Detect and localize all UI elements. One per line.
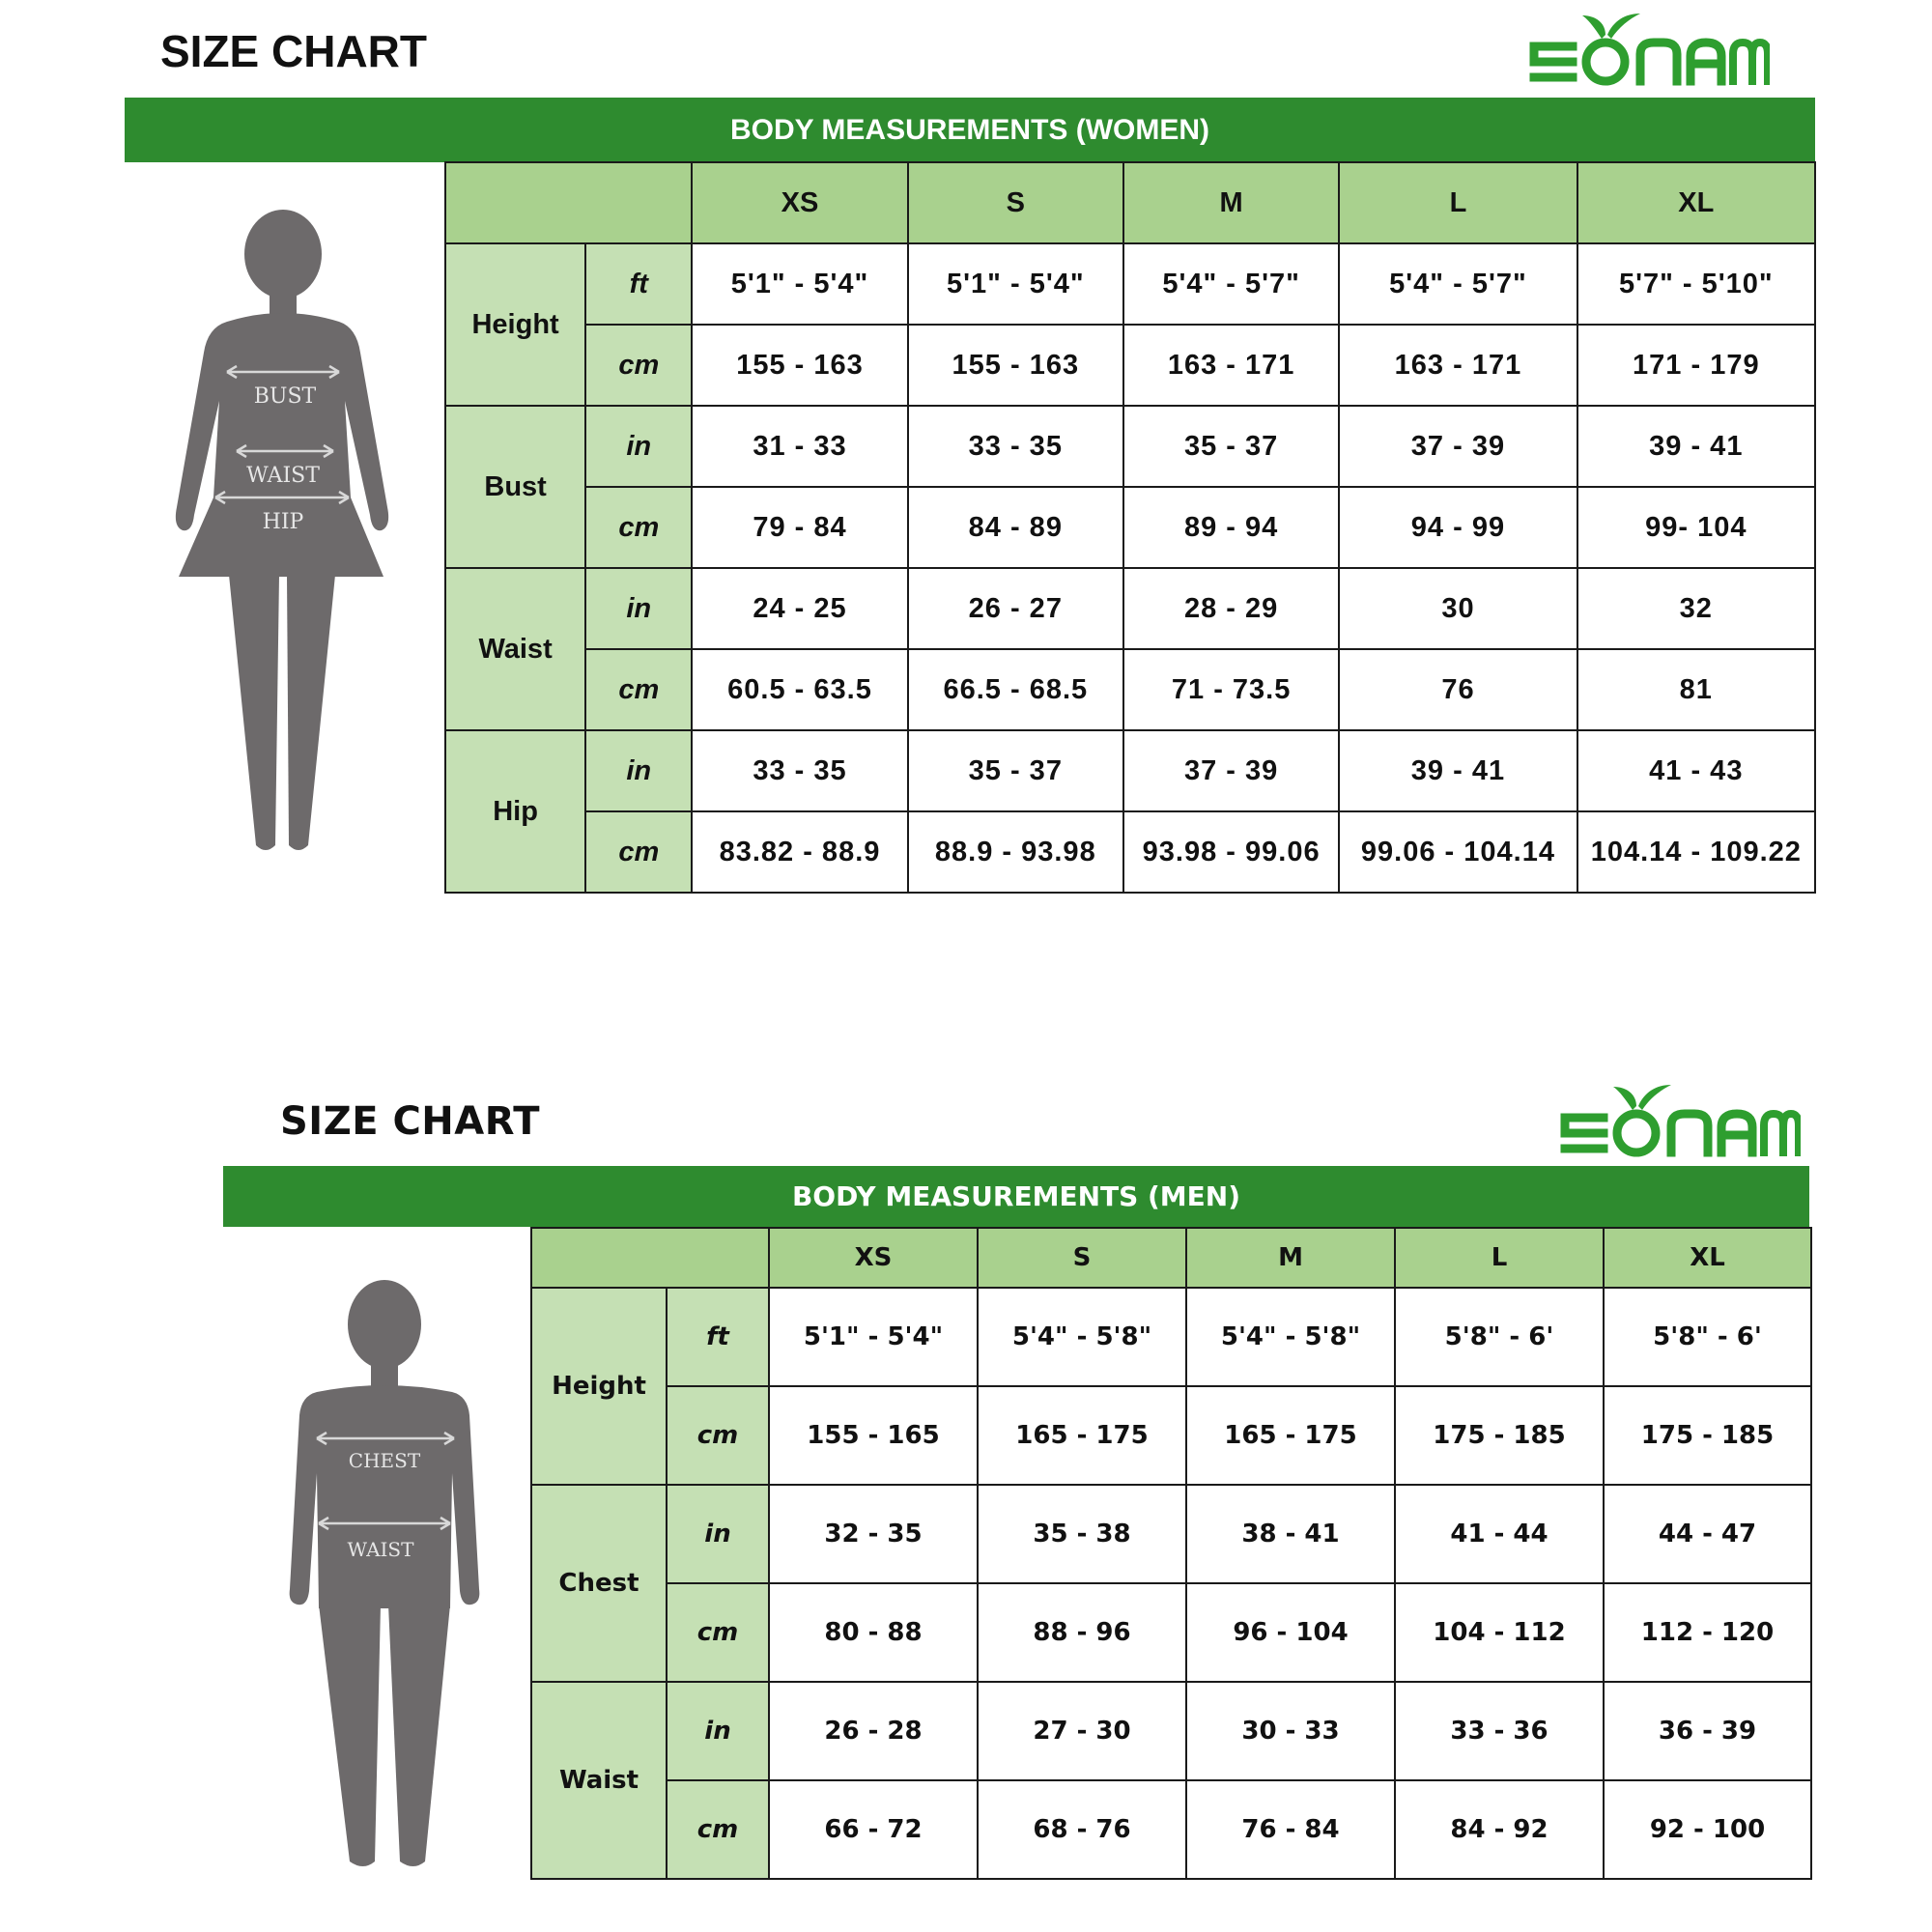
unit-label: cm xyxy=(667,1780,769,1879)
table-cell: 32 - 35 xyxy=(769,1485,978,1583)
table-cell: 175 - 185 xyxy=(1604,1386,1811,1485)
table-cell: 5'4" - 5'8" xyxy=(1186,1288,1395,1386)
table-cell: 33 - 35 xyxy=(908,406,1123,487)
table-cell: 76 - 84 xyxy=(1186,1780,1395,1879)
table-cell: 66.5 - 68.5 xyxy=(908,649,1123,730)
table-cell: 35 - 38 xyxy=(978,1485,1186,1583)
size-header: L xyxy=(1339,162,1577,243)
measure-label: Waist xyxy=(531,1682,667,1879)
table-cell: 24 - 25 xyxy=(692,568,907,649)
table-cell: 39 - 41 xyxy=(1339,730,1577,811)
unit-label: in xyxy=(585,406,692,487)
size-header: XS xyxy=(692,162,907,243)
table-cell: 83.82 - 88.9 xyxy=(692,811,907,893)
women-silhouette-figure xyxy=(159,208,401,850)
table-cell: 155 - 163 xyxy=(692,325,907,406)
men-size-table xyxy=(530,1227,1812,1880)
size-header: M xyxy=(1186,1228,1395,1288)
table-cell: 96 - 104 xyxy=(1186,1583,1395,1682)
table-cell: 5'4" - 5'8" xyxy=(978,1288,1186,1386)
women-size-table xyxy=(444,161,1816,894)
table-cell: 39 - 41 xyxy=(1577,406,1815,487)
table-cell: 68 - 76 xyxy=(978,1780,1186,1879)
table-cell: 36 - 39 xyxy=(1604,1682,1811,1780)
waist-label: WAIST xyxy=(246,464,320,488)
table-cell: 89 - 94 xyxy=(1123,487,1339,568)
bust-label: BUST xyxy=(253,384,317,409)
size-header: M xyxy=(1123,162,1339,243)
table-cell: 33 - 35 xyxy=(692,730,907,811)
table-cell: 5'8" - 6' xyxy=(1395,1288,1604,1386)
unit-label: cm xyxy=(585,811,692,893)
table-cell: 5'1" - 5'4" xyxy=(692,243,907,325)
table-cell: 163 - 171 xyxy=(1339,325,1577,406)
size-header: L xyxy=(1395,1228,1604,1288)
table-cell: 38 - 41 xyxy=(1186,1485,1395,1583)
unit-label: cm xyxy=(585,649,692,730)
unit-label: ft xyxy=(585,243,692,325)
unit-label: in xyxy=(667,1682,769,1780)
size-header: S xyxy=(978,1228,1186,1288)
table-cell: 31 - 33 xyxy=(692,406,907,487)
table-cell: 26 - 27 xyxy=(908,568,1123,649)
sonam-logo-women xyxy=(1519,6,1770,93)
table-cell: 71 - 73.5 xyxy=(1123,649,1339,730)
table-cell: 33 - 36 xyxy=(1395,1682,1604,1780)
waist-label: WAIST xyxy=(347,1538,414,1561)
sonam-logo-men xyxy=(1549,1077,1801,1164)
chest-label: CHEST xyxy=(348,1449,421,1472)
table-cell: 99.06 - 104.14 xyxy=(1339,811,1577,893)
table-cell: 79 - 84 xyxy=(692,487,907,568)
table-cell: 30 - 33 xyxy=(1186,1682,1395,1780)
unit-label: cm xyxy=(585,487,692,568)
unit-label: ft xyxy=(667,1288,769,1386)
table-cell: 66 - 72 xyxy=(769,1780,978,1879)
table-cell: 155 - 165 xyxy=(769,1386,978,1485)
table-cell: 171 - 179 xyxy=(1577,325,1815,406)
measure-label: Chest xyxy=(531,1485,667,1682)
table-cell: 41 - 44 xyxy=(1395,1485,1604,1583)
size-header: XS xyxy=(769,1228,978,1288)
table-cell: 84 - 92 xyxy=(1395,1780,1604,1879)
table-cell: 99- 104 xyxy=(1577,487,1815,568)
size-header: XL xyxy=(1577,162,1815,243)
table-cell: 92 - 100 xyxy=(1604,1780,1811,1879)
unit-label: cm xyxy=(667,1386,769,1485)
women-measurements-band: BODY MEASUREMENTS (WOMEN) xyxy=(125,98,1815,162)
table-cell: 32 xyxy=(1577,568,1815,649)
table-cell: 175 - 185 xyxy=(1395,1386,1604,1485)
table-cell: 41 - 43 xyxy=(1577,730,1815,811)
table-cell: 81 xyxy=(1577,649,1815,730)
men-size-chart-title: SIZE CHART xyxy=(280,1099,541,1144)
measure-label: Waist xyxy=(445,568,585,730)
table-cell: 60.5 - 63.5 xyxy=(692,649,907,730)
table-cell: 88 - 96 xyxy=(978,1583,1186,1682)
unit-label: cm xyxy=(585,325,692,406)
unit-label: in xyxy=(585,730,692,811)
table-cell: 5'4" - 5'7" xyxy=(1339,243,1577,325)
table-cell: 5'1" - 5'4" xyxy=(908,243,1123,325)
men-measurements-band: BODY MEASUREMENTS (MEN) xyxy=(223,1166,1809,1227)
unit-label: in xyxy=(667,1485,769,1583)
table-cell: 37 - 39 xyxy=(1339,406,1577,487)
table-cell: 165 - 175 xyxy=(1186,1386,1395,1485)
men-silhouette-figure xyxy=(280,1280,493,1869)
table-cell: 37 - 39 xyxy=(1123,730,1339,811)
table-cell: 44 - 47 xyxy=(1604,1485,1811,1583)
table-cell: 5'7" - 5'10" xyxy=(1577,243,1815,325)
table-cell: 5'1" - 5'4" xyxy=(769,1288,978,1386)
table-cell: 5'8" - 6' xyxy=(1604,1288,1811,1386)
table-cell: 165 - 175 xyxy=(978,1386,1186,1485)
table-cell: 163 - 171 xyxy=(1123,325,1339,406)
measure-label: Height xyxy=(445,243,585,406)
table-cell: 155 - 163 xyxy=(908,325,1123,406)
women-size-chart-title: SIZE CHART xyxy=(160,26,427,76)
corner-cell xyxy=(445,162,692,243)
table-cell: 104 - 112 xyxy=(1395,1583,1604,1682)
measure-label: Bust xyxy=(445,406,585,568)
measure-label: Hip xyxy=(445,730,585,893)
table-cell: 80 - 88 xyxy=(769,1583,978,1682)
size-header: XL xyxy=(1604,1228,1811,1288)
table-cell: 76 xyxy=(1339,649,1577,730)
table-cell: 26 - 28 xyxy=(769,1682,978,1780)
measure-label: Height xyxy=(531,1288,667,1485)
table-cell: 84 - 89 xyxy=(908,487,1123,568)
table-cell: 94 - 99 xyxy=(1339,487,1577,568)
table-cell: 104.14 - 109.22 xyxy=(1577,811,1815,893)
unit-label: cm xyxy=(667,1583,769,1682)
table-cell: 35 - 37 xyxy=(1123,406,1339,487)
table-cell: 27 - 30 xyxy=(978,1682,1186,1780)
table-cell: 35 - 37 xyxy=(908,730,1123,811)
corner-cell xyxy=(531,1228,769,1288)
hip-label: HIP xyxy=(262,510,304,534)
table-cell: 93.98 - 99.06 xyxy=(1123,811,1339,893)
size-header: S xyxy=(908,162,1123,243)
table-cell: 88.9 - 93.98 xyxy=(908,811,1123,893)
table-cell: 30 xyxy=(1339,568,1577,649)
unit-label: in xyxy=(585,568,692,649)
table-cell: 28 - 29 xyxy=(1123,568,1339,649)
table-cell: 5'4" - 5'7" xyxy=(1123,243,1339,325)
table-cell: 112 - 120 xyxy=(1604,1583,1811,1682)
